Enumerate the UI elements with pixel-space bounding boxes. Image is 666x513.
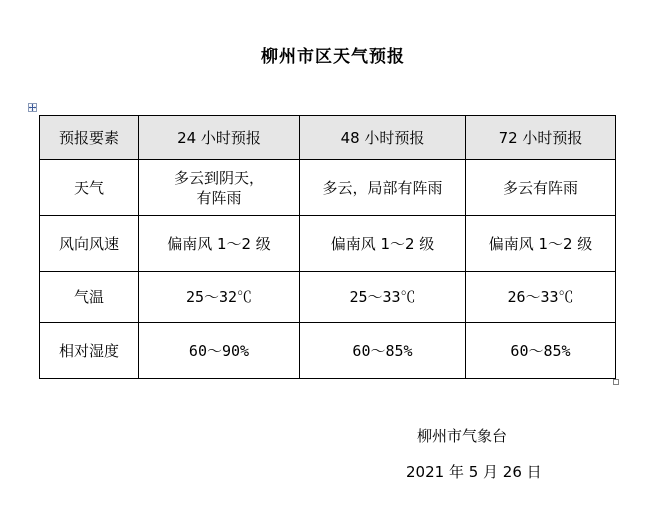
header-cell-24h: 24 小时预报 (139, 116, 300, 160)
table-row-weather (40, 160, 616, 216)
table-row-wind (40, 216, 616, 272)
row-label-wind: 风向风速 (40, 216, 139, 272)
cell-wind-24h: 偏南风 1～2 级 (139, 216, 300, 272)
row-label-temperature: 气温 (40, 272, 139, 323)
forecast-table (39, 115, 616, 379)
table-move-handle-icon[interactable] (28, 103, 37, 112)
header-cell-48h: 48 小时预报 (300, 116, 466, 160)
cell-temperature-72h: 26～33℃ (466, 272, 616, 323)
header-cell-72h: 72 小时预报 (466, 116, 616, 160)
issuing-agency: 柳州市气象台 (417, 427, 508, 445)
cell-temperature-24h: 25～32℃ (139, 272, 300, 323)
table-row-humidity (40, 323, 616, 379)
cell-weather-24h: 多云到阴天，有阵雨 (139, 160, 300, 216)
header-cell-element: 预报要素 (40, 116, 139, 160)
table-row-temperature (40, 272, 616, 323)
cell-humidity-24h: 60～90% (139, 323, 300, 379)
cell-wind-72h: 偏南风 1～2 级 (466, 216, 616, 272)
cell-weather-48h: 多云，局部有阵雨 (300, 160, 466, 216)
table-resize-handle[interactable] (613, 379, 619, 385)
row-label-weather: 天气 (40, 160, 139, 216)
document-title: 柳州市区天气预报 (261, 47, 405, 67)
cell-humidity-48h: 60～85% (300, 323, 466, 379)
table-header-row (40, 116, 616, 160)
issue-date: 2021 年 5 月 26 日 (406, 463, 542, 481)
cell-weather-72h: 多云有阵雨 (466, 160, 616, 216)
cell-wind-48h: 偏南风 1～2 级 (300, 216, 466, 272)
row-label-humidity: 相对湿度 (40, 323, 139, 379)
cell-humidity-72h: 60～85% (466, 323, 616, 379)
cell-temperature-48h: 25～33℃ (300, 272, 466, 323)
